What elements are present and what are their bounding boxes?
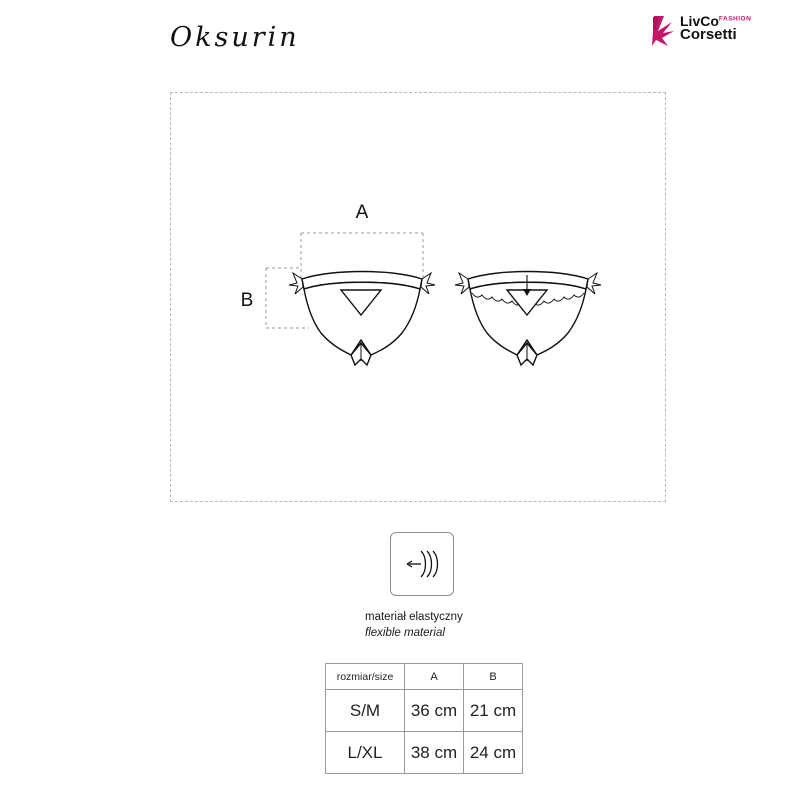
measure-b-cell: 21 cm [464, 690, 523, 732]
material-caption [365, 610, 565, 641]
panty-front-view [289, 272, 435, 366]
page-title: Oksurin [170, 22, 300, 53]
brand-line2: Corsetti [680, 25, 737, 43]
dimension-label-a: A [355, 202, 369, 223]
material-caption-en: flexible material [365, 626, 445, 639]
elastic-material-glyph [391, 533, 453, 595]
dimension-label-b: B [240, 290, 254, 311]
table-row [326, 690, 523, 732]
table-header-a: A [405, 664, 464, 690]
table-header-size: rozmiar/size [326, 664, 405, 690]
table-row [326, 732, 523, 774]
panty-back-view [455, 272, 601, 366]
brand-wordmark [680, 14, 751, 42]
size-cell: L/XL [326, 732, 405, 774]
garment-technical-drawing [171, 93, 667, 503]
size-table [325, 663, 523, 774]
size-cell: S/M [326, 690, 405, 732]
table-header-b: B [464, 664, 523, 690]
illustration-frame [170, 92, 666, 502]
brand-mark-icon [650, 14, 680, 48]
measure-a-cell: 36 cm [405, 690, 464, 732]
elastic-material-icon [390, 532, 454, 596]
material-caption-pl: materiał elastyczny [365, 611, 463, 623]
measure-b-cell: 24 cm [464, 732, 523, 774]
brand-logo [650, 12, 768, 56]
measure-a-cell: 38 cm [405, 732, 464, 774]
brand-line1-text: LivCo [680, 13, 719, 29]
table-header-row [326, 664, 523, 690]
brand-superscript: FASHION [718, 15, 752, 23]
